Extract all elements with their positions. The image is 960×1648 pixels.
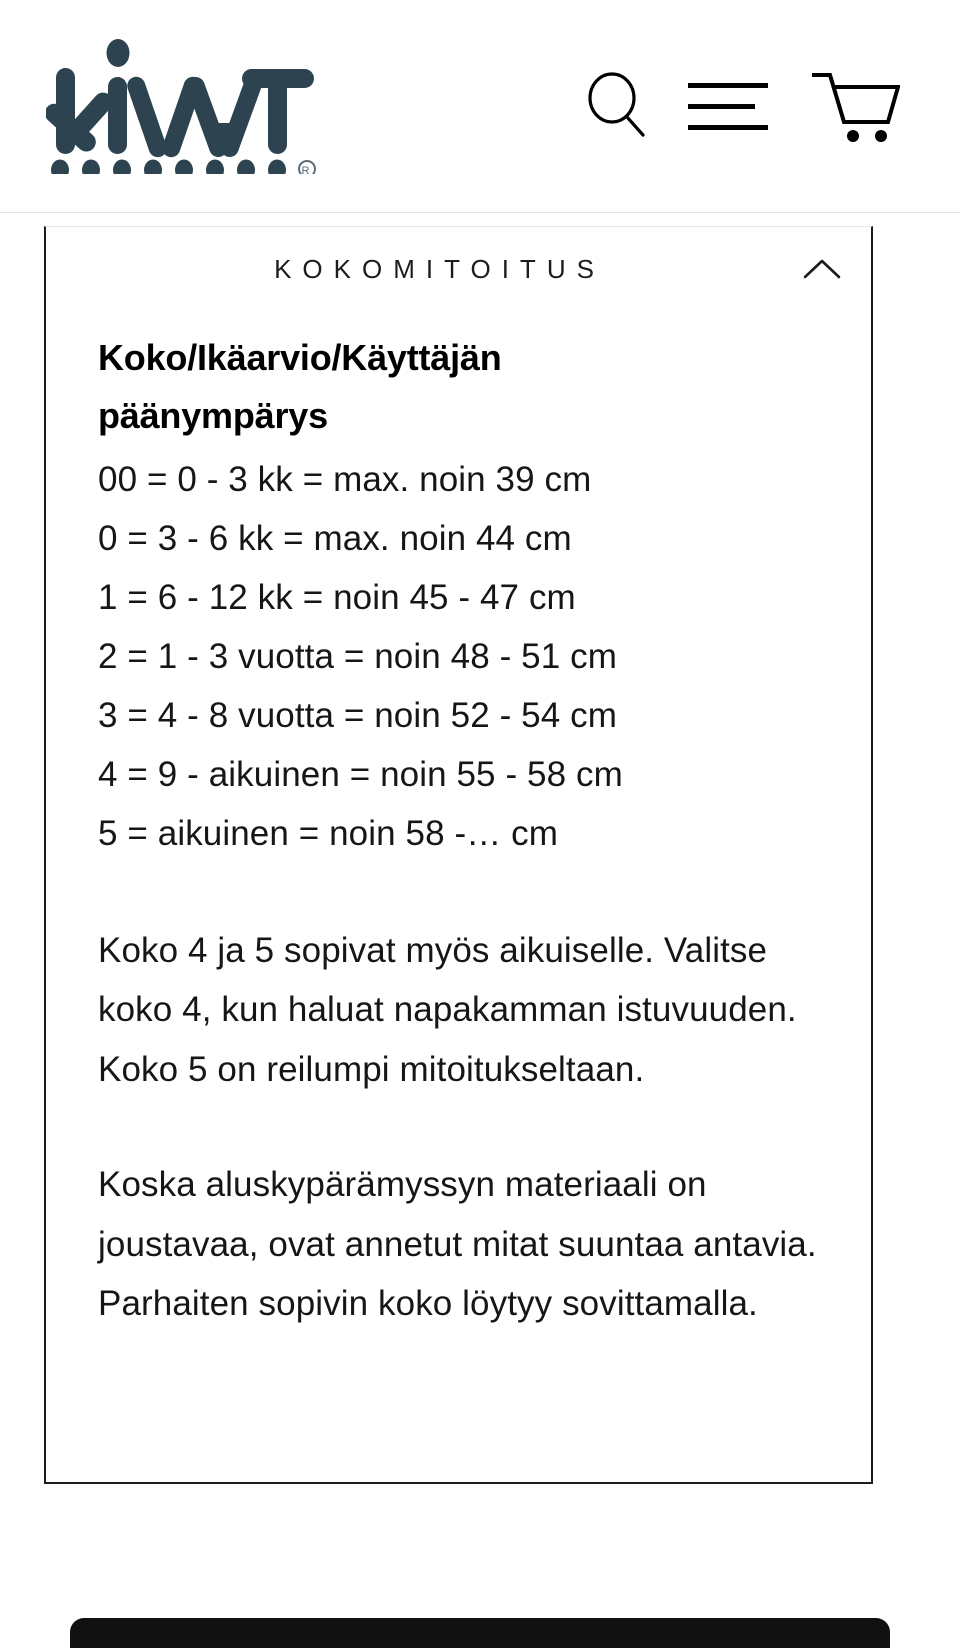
kokomitoitus-panel	[44, 226, 873, 1484]
sizing-paragraph-two: Koska aluskypärämyssyn materiaali on joustavaa, ovat annetut mitat suuntaa antavia. Parhaiten sopivin koko löytyy sovittamalla.	[98, 1165, 817, 1324]
shopping-cart-icon	[808, 68, 900, 144]
hamburger-icon	[688, 79, 768, 133]
size-row: 00 = 0 - 3 kk = max. noin 39 cm	[98, 459, 592, 499]
sizing-heading: Koko/Ikäarvio/Käyttäjän päänympärys	[98, 337, 502, 437]
size-list	[98, 450, 825, 864]
svg-text:R: R	[301, 164, 310, 174]
sizing-paragraph-one: Koko 4 ja 5 sopivat myös aikuiselle. Valitse koko 4, kun haluat napakamman istuvuuden. Koko 5 on reilumpi mitoitukseltaan.	[98, 930, 797, 1089]
header-actions	[586, 68, 918, 144]
chevron-up-icon[interactable]	[799, 246, 845, 292]
size-row: 4 = 9 - aikuinen = noin 55 - 58 cm	[98, 755, 623, 795]
size-row: 3 = 4 - 8 vuotta = noin 52 - 54 cm	[98, 696, 617, 736]
search-icon	[586, 71, 648, 141]
cart-button[interactable]	[808, 68, 900, 144]
accordion-header[interactable]	[46, 227, 871, 311]
site-logo[interactable]	[46, 39, 326, 174]
accordion-content	[46, 311, 871, 1334]
kivat-logo-icon	[46, 39, 326, 174]
size-row: 1 = 6 - 12 kk = noin 45 - 47 cm	[98, 577, 576, 617]
menu-button[interactable]	[688, 79, 768, 133]
search-button[interactable]	[586, 71, 648, 141]
bottom-bar	[70, 1618, 890, 1648]
site-header	[0, 0, 960, 213]
accordion-title: KOKOMITOITUS	[274, 253, 605, 284]
size-row: 5 = aikuinen = noin 58 -… cm	[98, 814, 559, 854]
size-row: 2 = 1 - 3 vuotta = noin 48 - 51 cm	[98, 637, 617, 677]
size-row: 0 = 3 - 6 kk = max. noin 44 cm	[98, 518, 572, 558]
